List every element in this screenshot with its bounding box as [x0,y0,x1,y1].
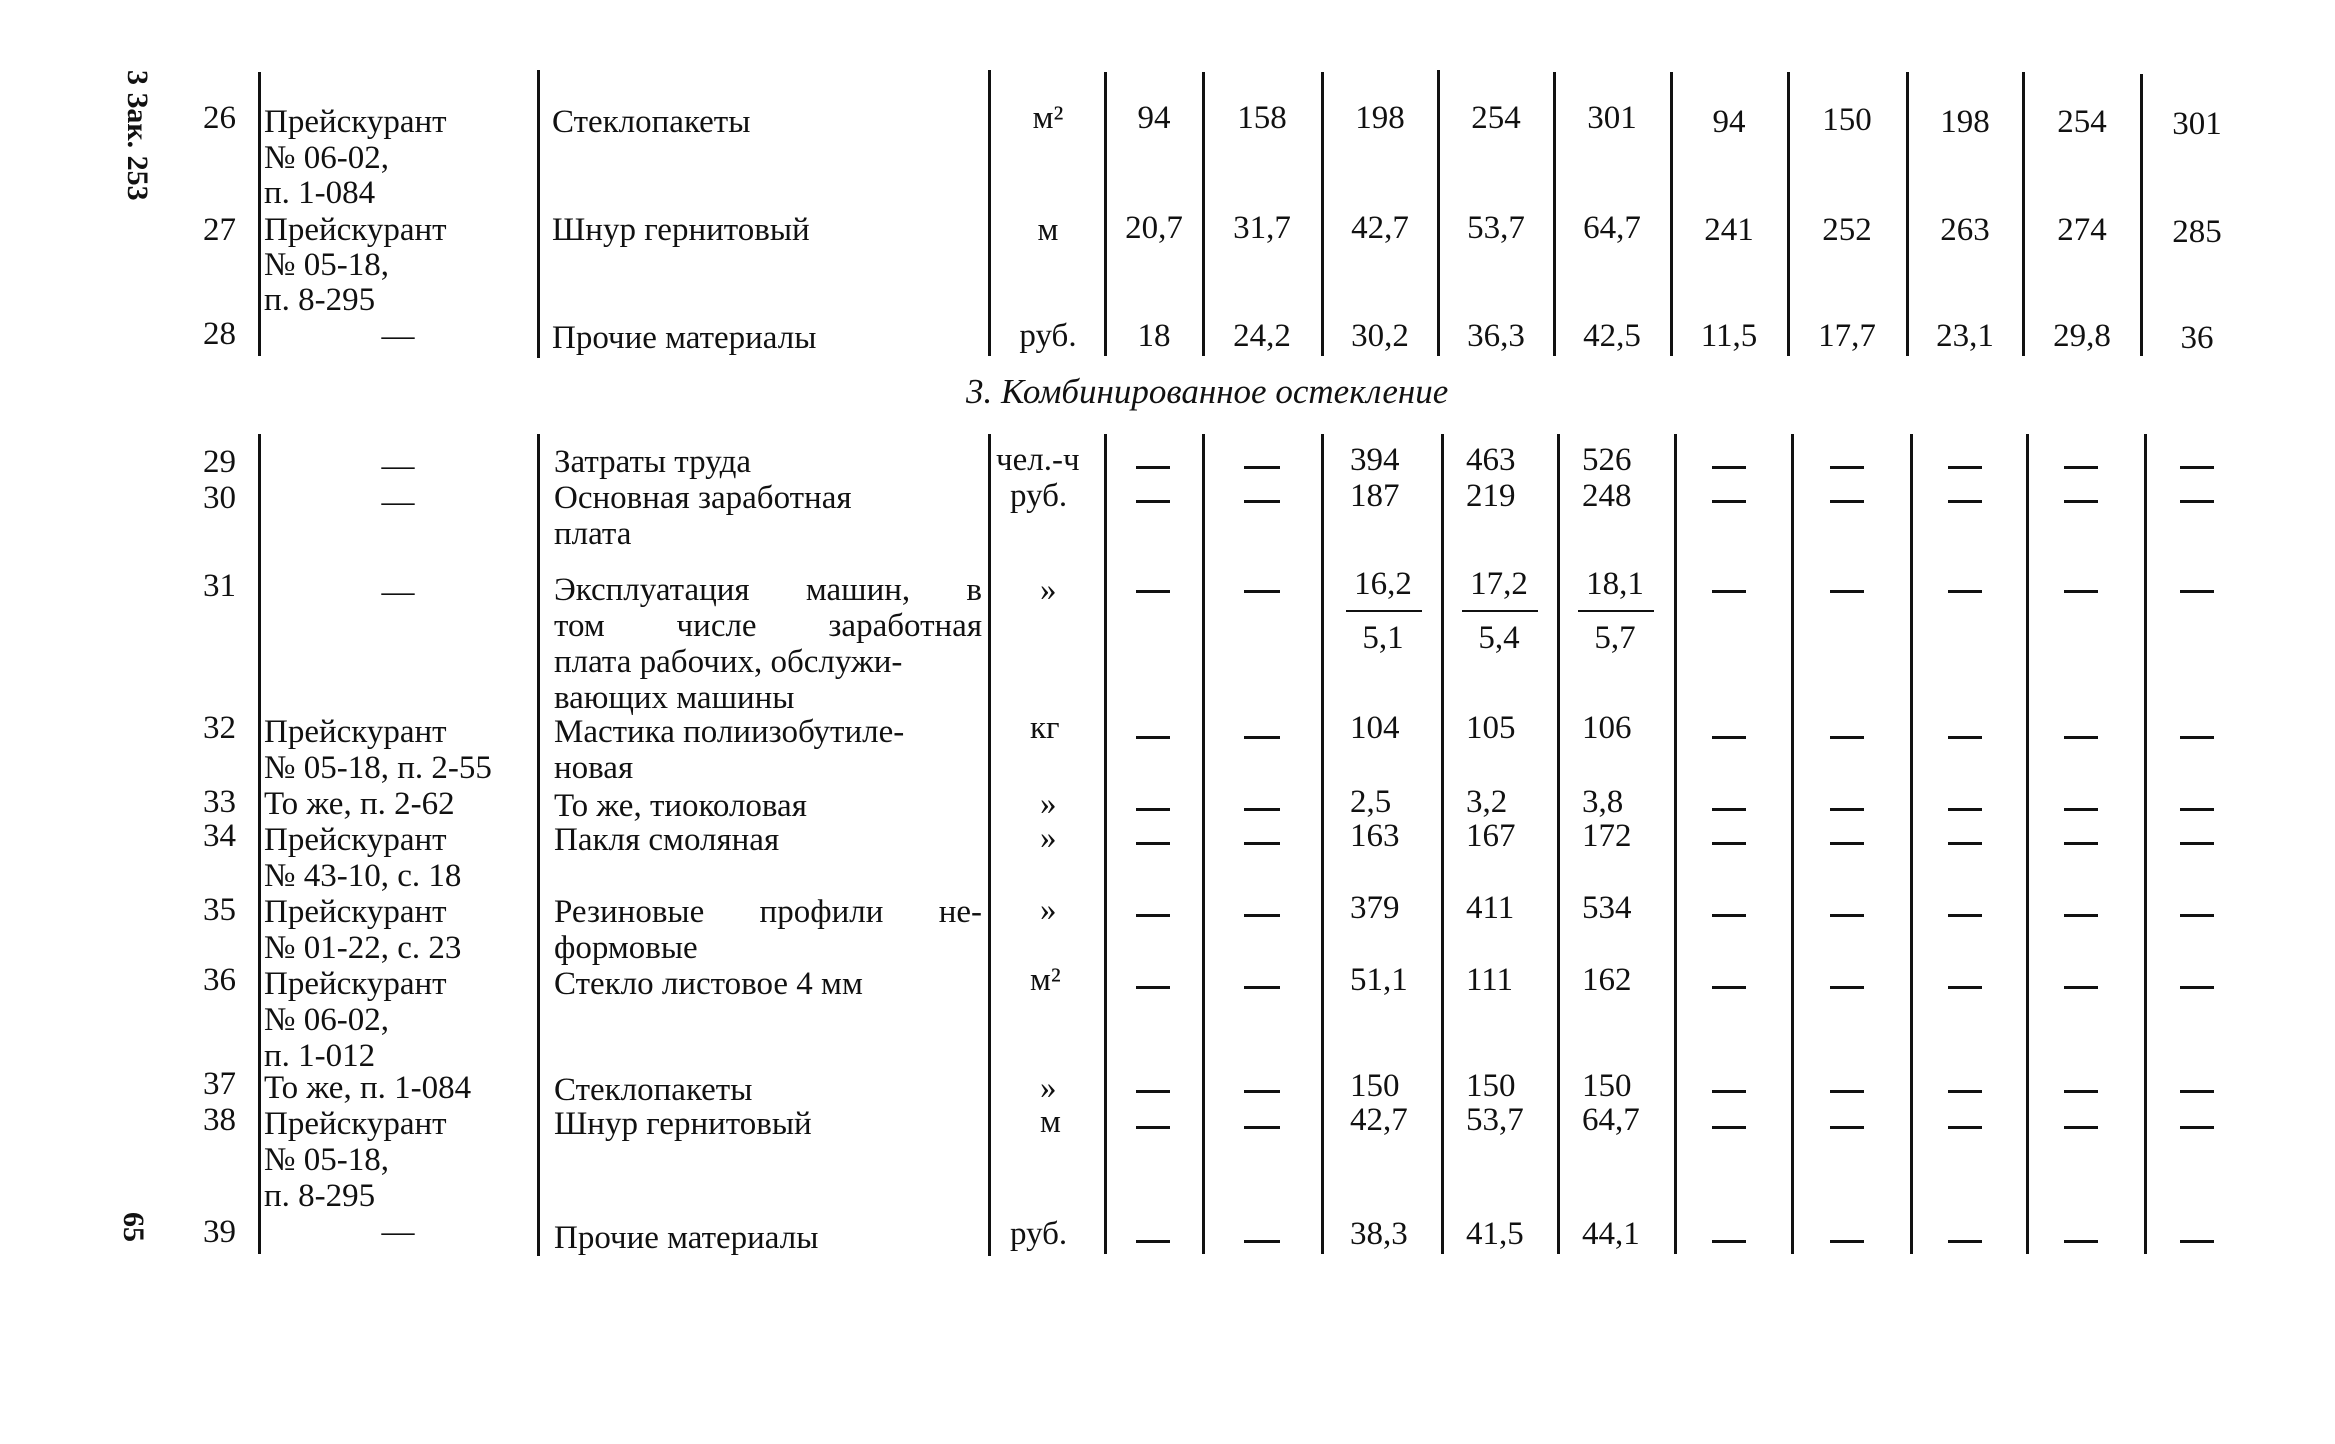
rule-bot-10 [1791,434,1794,1254]
row-36-v5: 162 [1582,962,1632,998]
rule-top-9 [1670,72,1673,356]
empty-cell-dash [2180,590,2214,593]
rule-bot-13 [2144,434,2147,1254]
empty-cell-dash [1244,842,1280,845]
row-39-v4: 41,5 [1466,1216,1524,1252]
row-33-unit: » [1040,786,1057,822]
empty-cell-dash [2064,500,2098,503]
empty-cell-dash [1830,914,1864,917]
empty-cell-dash [1948,842,1982,845]
row-26-v10: 301 [2172,106,2222,142]
rule-bot-3 [988,434,991,1256]
row-34-source-2: № 43-10, с. 18 [264,858,462,894]
empty-cell-dash [1948,1240,1982,1243]
rule-top-2 [537,70,540,358]
row-28-unit: руб. [1019,318,1077,354]
empty-cell-dash [1244,1126,1280,1129]
empty-cell-dash [1244,590,1280,593]
row-39-v5: 44,1 [1582,1216,1640,1252]
row-35-v3: 379 [1350,890,1400,926]
row-27-unit: м [1037,212,1059,248]
empty-cell-dash [1830,986,1864,989]
row-33-v5: 3,8 [1582,784,1624,820]
row-34-v3: 163 [1350,818,1400,854]
empty-cell-dash [2180,986,2214,989]
rule-top-1 [258,72,261,356]
rule-bot-9 [1674,434,1677,1254]
row-26-source-2: № 06-02, [264,140,389,176]
empty-cell-dash [1830,736,1864,739]
row-30-source: — [381,484,415,520]
row-38-v5: 64,7 [1582,1102,1640,1138]
row-26-unit: м² [1032,100,1064,136]
row-27-v9: 274 [2057,212,2107,248]
row-35-name-1: Резиновые профили не- [554,894,982,930]
row-34-number: 34 [203,818,236,854]
row-26-v2: 158 [1237,100,1287,136]
row-30-unit: руб. [1010,478,1068,514]
row-35-source-1: Прейскурант [264,894,447,930]
empty-cell-dash [1712,590,1746,593]
empty-cell-dash [1244,500,1280,503]
row-36-v3: 51,1 [1350,962,1408,998]
empty-cell-dash [1712,466,1746,469]
row-30-name-2: плата [554,516,632,552]
row-28-v7: 17,7 [1818,318,1876,354]
row-30-v3: 187 [1350,478,1400,514]
empty-cell-dash [2064,808,2098,811]
row-28-name: Прочие материалы [552,320,817,356]
empty-cell-dash [2064,986,2098,989]
row-35-v4: 411 [1466,890,1515,926]
empty-cell-dash [2180,914,2214,917]
empty-cell-dash [2180,1240,2214,1243]
rule-top-3 [988,70,991,356]
row-31-v5-bar [1578,610,1654,612]
row-34-v5: 172 [1582,818,1632,854]
row-27-v5: 64,7 [1583,210,1641,246]
row-28-v10: 36 [2180,320,2214,356]
row-39-unit: руб. [1010,1216,1068,1252]
row-27-v1: 20,7 [1125,210,1183,246]
rule-bot-6 [1321,434,1324,1254]
row-32-v3: 104 [1350,710,1400,746]
row-26-v6: 94 [1712,104,1746,140]
rule-top-7 [1437,70,1440,356]
empty-cell-dash [1948,590,1982,593]
empty-cell-dash [1136,986,1170,989]
empty-cell-dash [1830,500,1864,503]
row-28-v2: 24,2 [1233,318,1291,354]
empty-cell-dash [1136,914,1170,917]
empty-cell-dash [2064,736,2098,739]
empty-cell-dash [2180,1090,2214,1093]
empty-cell-dash [1712,842,1746,845]
row-29-v5: 526 [1582,442,1632,478]
row-26-v1: 94 [1137,100,1171,136]
row-34-unit: » [1040,820,1057,856]
rule-top-5 [1202,72,1205,356]
empty-cell-dash [1244,1240,1280,1243]
empty-cell-dash [2064,914,2098,917]
row-27-v2: 31,7 [1233,210,1291,246]
row-37-number: 37 [203,1066,236,1102]
row-37-v5: 150 [1582,1068,1632,1104]
row-27-source-2: № 05-18, [264,247,389,283]
row-31-v4-bar [1462,610,1538,612]
row-29-v4: 463 [1466,442,1516,478]
row-32-source-1: Прейскурант [264,714,447,750]
empty-cell-dash [1830,1126,1864,1129]
row-34-name: Пакля смоляная [554,822,780,858]
row-38-source-1: Прейскурант [264,1106,447,1142]
row-28-v8: 23,1 [1936,318,1994,354]
row-35-number: 35 [203,892,236,928]
row-36-name: Стекло листовое 4 мм [554,966,863,1002]
empty-cell-dash [1136,500,1170,503]
empty-cell-dash [1712,736,1746,739]
empty-cell-dash [1948,1090,1982,1093]
rule-top-11 [1906,72,1909,356]
empty-cell-dash [2180,1126,2214,1129]
empty-cell-dash [2064,1240,2098,1243]
row-27-v4: 53,7 [1467,210,1525,246]
row-32-name-1: Мастика полиизобутиле- [554,714,905,750]
row-36-source-1: Прейскурант [264,966,447,1002]
empty-cell-dash [1136,842,1170,845]
empty-cell-dash [2180,500,2214,503]
row-29-unit: чел.-ч [996,442,1080,478]
empty-cell-dash [1948,736,1982,739]
empty-cell-dash [2180,842,2214,845]
row-31-v5-bottom: 5,7 [1594,620,1636,656]
row-38-unit: м [1040,1104,1061,1140]
row-37-name: Стеклопакеты [554,1072,753,1108]
row-39-source: — [381,1214,415,1250]
row-28-v9: 29,8 [2053,318,2111,354]
row-31-v4-bottom: 5,4 [1478,620,1520,656]
row-31-source: — [381,574,415,610]
empty-cell-dash [1948,500,1982,503]
row-30-number: 30 [203,480,236,516]
empty-cell-dash [1712,1240,1746,1243]
rule-bot-8 [1557,434,1560,1254]
rule-top-13 [2140,74,2143,356]
row-32-unit: кг [1030,710,1060,746]
row-26-v9: 254 [2057,104,2107,140]
page-number: 65 [117,1212,150,1242]
empty-cell-dash [1712,500,1746,503]
empty-cell-dash [1948,914,1982,917]
row-26-v5: 301 [1587,100,1637,136]
row-37-v3: 150 [1350,1068,1400,1104]
empty-cell-dash [1136,1126,1170,1129]
row-31-name-4: вающих машины [554,680,795,716]
empty-cell-dash [1712,808,1746,811]
empty-cell-dash [1244,914,1280,917]
row-26-source-3: п. 1-084 [264,175,376,211]
empty-cell-dash [2064,842,2098,845]
empty-cell-dash [1244,736,1280,739]
row-36-unit: м² [1030,962,1061,998]
empty-cell-dash [2064,590,2098,593]
empty-cell-dash [1136,736,1170,739]
rule-top-4 [1104,72,1107,356]
row-39-name: Прочие материалы [554,1220,819,1256]
row-28-v5: 42,5 [1583,318,1641,354]
rule-bot-12 [2026,434,2029,1254]
empty-cell-dash [2064,1126,2098,1129]
row-32-v5: 106 [1582,710,1632,746]
row-35-unit: » [1040,892,1057,928]
section-title: 3. Комбинированное остекление [966,372,1449,411]
empty-cell-dash [1136,808,1170,811]
empty-cell-dash [1244,1090,1280,1093]
row-30-v5: 248 [1582,478,1632,514]
rule-bot-4 [1104,434,1107,1254]
row-26-v7: 150 [1822,102,1872,138]
row-28-source: — [381,318,415,354]
row-31-v5-top: 18,1 [1586,566,1644,602]
row-38-v3: 42,7 [1350,1102,1408,1138]
empty-cell-dash [1948,1126,1982,1129]
row-34-v4: 167 [1466,818,1516,854]
row-27-v6: 241 [1704,212,1754,248]
empty-cell-dash [1830,1240,1864,1243]
row-30-v4: 219 [1466,478,1516,514]
row-27-name: Шнур гернитовый [552,212,810,248]
rule-top-6 [1321,72,1324,356]
row-38-name: Шнур гернитовый [554,1106,812,1142]
empty-cell-dash [1136,1240,1170,1243]
empty-cell-dash [1136,466,1170,469]
row-27-v7: 252 [1822,212,1872,248]
empty-cell-dash [1712,986,1746,989]
row-26-number: 26 [203,100,236,136]
empty-cell-dash [1136,1090,1170,1093]
empty-cell-dash [1244,466,1280,469]
empty-cell-dash [2180,736,2214,739]
row-37-source: То же, п. 1-084 [264,1070,472,1106]
row-27-source-3: п. 8-295 [264,282,376,318]
row-26-name: Стеклопакеты [552,104,751,140]
empty-cell-dash [2064,1090,2098,1093]
empty-cell-dash [1244,808,1280,811]
rule-bot-7 [1441,434,1444,1254]
row-31-number: 31 [203,568,236,604]
row-33-v3: 2,5 [1350,784,1392,820]
empty-cell-dash [1136,590,1170,593]
row-28-v4: 36,3 [1467,318,1525,354]
empty-cell-dash [1712,1090,1746,1093]
empty-cell-dash [2064,466,2098,469]
row-39-v3: 38,3 [1350,1216,1408,1252]
row-26-source-1: Прейскурант [264,104,447,140]
row-33-number: 33 [203,784,236,820]
empty-cell-dash [1948,466,1982,469]
row-27-number: 27 [203,212,236,248]
row-31-unit: » [1040,572,1057,608]
row-37-v4: 150 [1466,1068,1516,1104]
row-32-name-2: новая [554,750,634,786]
row-32-v4: 105 [1466,710,1516,746]
empty-cell-dash [2180,808,2214,811]
empty-cell-dash [1948,808,1982,811]
row-26-v3: 198 [1355,100,1405,136]
row-36-source-2: № 06-02, [264,1002,389,1038]
empty-cell-dash [1830,1090,1864,1093]
row-30-name-1: Основная заработная [554,480,852,516]
margin-order-mark: 3 Зак. 253 [121,70,154,201]
row-36-v4: 111 [1466,962,1514,998]
row-28-number: 28 [203,316,236,352]
row-27-v8: 263 [1940,212,1990,248]
row-35-v5: 534 [1582,890,1632,926]
row-31-name-2: том числе заработная [554,608,982,644]
empty-cell-dash [1830,466,1864,469]
empty-cell-dash [1830,842,1864,845]
row-37-unit: » [1040,1070,1057,1106]
row-38-v4: 53,7 [1466,1102,1524,1138]
row-27-v3: 42,7 [1351,210,1409,246]
empty-cell-dash [1948,986,1982,989]
row-34-source-1: Прейскурант [264,822,447,858]
row-31-name-3: плата рабочих, обслужи- [554,644,903,680]
row-33-name: То же, тиоколовая [554,788,807,824]
rule-bot-2 [537,434,540,1256]
row-31-v3-bottom: 5,1 [1362,620,1404,656]
row-31-v3-top: 16,2 [1354,566,1412,602]
row-29-number: 29 [203,444,236,480]
rule-bot-5 [1202,434,1205,1254]
row-29-v3: 394 [1350,442,1400,478]
row-31-v3-bar [1346,610,1422,612]
row-35-name-2: формовые [554,930,698,966]
row-31-name-1: Эксплуатация машин, в [554,572,982,608]
row-28-v6: 11,5 [1700,318,1758,354]
row-28-v3: 30,2 [1351,318,1409,354]
row-27-v10: 285 [2172,214,2222,250]
row-39-number: 39 [203,1214,236,1250]
row-33-source: То же, п. 2-62 [264,786,455,822]
row-38-source-3: п. 8-295 [264,1178,376,1214]
row-29-source: — [381,448,415,484]
row-38-number: 38 [203,1102,236,1138]
row-26-v8: 198 [1940,104,1990,140]
row-26-v4: 254 [1471,100,1521,136]
rule-bot-1 [258,434,261,1254]
row-35-source-2: № 01-22, с. 23 [264,930,462,966]
row-28-v1: 18 [1137,318,1171,354]
empty-cell-dash [1712,914,1746,917]
empty-cell-dash [1830,808,1864,811]
row-31-v4-top: 17,2 [1470,566,1528,602]
row-32-number: 32 [203,710,236,746]
row-36-number: 36 [203,962,236,998]
row-29-name: Затраты труда [554,444,752,480]
rule-top-10 [1787,72,1790,356]
empty-cell-dash [2180,466,2214,469]
row-36-source-3: п. 1-012 [264,1038,376,1074]
row-33-v4: 3,2 [1466,784,1508,820]
row-32-source-2: № 05-18, п. 2-55 [264,750,492,786]
rule-top-8 [1553,72,1556,356]
row-27-source-1: Прейскурант [264,212,447,248]
empty-cell-dash [1712,1126,1746,1129]
rule-top-12 [2022,72,2025,356]
rule-bot-11 [1910,434,1913,1254]
row-38-source-2: № 05-18, [264,1142,389,1178]
empty-cell-dash [1830,590,1864,593]
empty-cell-dash [1244,986,1280,989]
